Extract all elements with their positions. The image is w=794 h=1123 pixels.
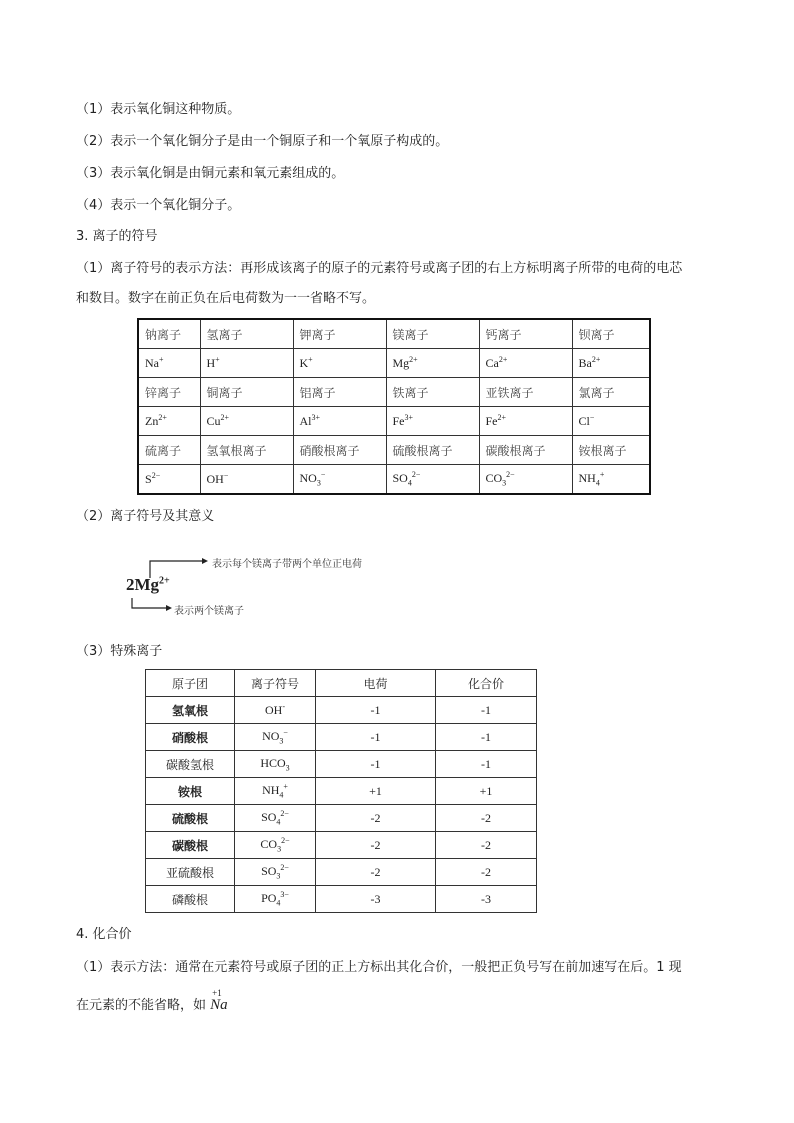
group-name-cell: 碳酸根 (146, 832, 235, 859)
ion-symbol-base: Na (145, 356, 159, 370)
ion-symbol-base: Fe (485, 414, 498, 428)
ion-symbol-cell (386, 349, 479, 378)
diagram-charge-note: 表示每个镁离子带两个单位正电荷 (212, 559, 362, 570)
group-valence-cell: -3 (436, 886, 537, 913)
section3-p3-heading: （3）特殊离子 (76, 644, 163, 659)
group-symbol-cell (235, 778, 316, 805)
ion-symbol-base: CO (485, 471, 503, 486)
ion-name-cell: 碳酸根离子 (479, 436, 572, 465)
meaning-line-4: （4）表示一个氧化铜分子。 (76, 198, 241, 213)
ion-name-row (138, 319, 650, 349)
ion-symbol-cell (386, 465, 479, 495)
group-valence-cell: -1 (436, 697, 537, 724)
ion-symbol-cell (572, 465, 650, 495)
ion-symbol-sup: 2+ (158, 413, 167, 422)
ion-name-cell: 钾离子 (293, 319, 386, 349)
ion-symbol-base: H (206, 356, 216, 370)
group-name-cell: 亚硫酸根 (146, 859, 235, 886)
ion-symbol-cell (479, 349, 572, 378)
ion-symbol-sup: + (159, 355, 164, 364)
group-symbol-cell (235, 886, 316, 913)
ion-symbol-cell (479, 465, 572, 495)
header-symbol: 离子符号 (235, 670, 316, 697)
group-name-cell: 碳酸氢根 (146, 751, 235, 778)
group-symbol-cell (235, 832, 316, 859)
header-group: 原子团 (146, 670, 235, 697)
ion-name-cell: 亚铁离子 (479, 378, 572, 407)
meaning-line-1: （1）表示氧化铜这种物质。 (76, 102, 241, 117)
ion-name-cell: 硫离子 (138, 436, 200, 465)
ion-name-cell: 铝离子 (293, 378, 386, 407)
group-symbol-sub: 4 (279, 790, 284, 800)
group-charge-cell: -3 (316, 886, 436, 913)
special-ion-row (146, 697, 537, 724)
special-ion-row (146, 751, 537, 778)
ion-symbol-cell (138, 349, 200, 378)
ion-name-cell: 镁离子 (386, 319, 479, 349)
group-symbol-base: OH (264, 703, 283, 717)
group-symbol-sup: − (283, 728, 288, 738)
ion-symbol-sup: 2− (411, 470, 421, 480)
diagram-formula: $2Mg^{2+}$ (126, 575, 170, 594)
group-symbol-cell (235, 805, 316, 832)
ion-symbol-sup: + (599, 470, 605, 480)
group-symbol-cell (235, 751, 316, 778)
ion-symbol-cell (293, 349, 386, 378)
ion-symbol-base: Mg (392, 356, 410, 370)
group-valence-cell: +1 (436, 778, 537, 805)
section3-p1-line2: 和数目。数字在前正负在后电荷数为一一省略不写。 (76, 291, 376, 306)
diagram-count-note: 表示两个镁离子 (174, 606, 244, 617)
ion-symbol-base: NH (578, 471, 596, 486)
ion-symbol-cell (200, 407, 293, 436)
ion-name-cell: 硫酸根离子 (386, 436, 479, 465)
ion-symbol-cell (138, 465, 200, 495)
special-ion-row (146, 778, 537, 805)
ion-symbol-base: Al (299, 414, 312, 428)
section4-p1-line1: （1）表示方法：通常在元素符号或原子团的正上方标出其化合价，一般把正负号写在前加速写在后。1 现 (76, 960, 682, 975)
ion-symbol-sup: 3+ (311, 413, 321, 422)
group-symbol-sup: 2− (280, 809, 289, 819)
special-ion-table (145, 669, 537, 913)
group-valence-cell: -1 (436, 751, 537, 778)
group-symbol-cell (235, 724, 316, 751)
group-symbol-sup: 2− (281, 836, 290, 846)
ion-name-cell: 钙离子 (479, 319, 572, 349)
ion-symbol-base: SO (392, 471, 408, 486)
valence-example-value: +1 (212, 988, 222, 998)
section4-p1-line2-prefix: 在元素的不能省略，如 (76, 998, 211, 1013)
ion-symbol-base: Ba (578, 356, 592, 370)
ion-symbol-sup: 2+ (220, 413, 230, 422)
group-symbol-sub: 3 (285, 763, 290, 773)
group-symbol-sup: - (282, 702, 285, 711)
ion-name-cell: 铁离子 (386, 378, 479, 407)
group-charge-cell: -1 (316, 751, 436, 778)
special-ion-row (146, 724, 537, 751)
group-symbol-cell (235, 859, 316, 886)
section3-heading: 3. 离子的符号 (76, 229, 158, 244)
ion-symbol-sup: 2− (151, 471, 161, 480)
ion-name-cell: 氢离子 (200, 319, 293, 349)
ion-symbol-row (138, 465, 650, 495)
ion-symbol-sup: 2+ (591, 355, 601, 364)
ion-symbol-cell (572, 349, 650, 378)
group-symbol-cell (235, 697, 316, 724)
ion-symbol-row (138, 349, 650, 378)
group-charge-cell: -2 (316, 832, 436, 859)
meaning-line-3: （3）表示氧化铜是由铜元素和氧元素组成的。 (76, 166, 345, 181)
ion-symbol-row (138, 407, 650, 436)
ion-symbol-cell (386, 407, 479, 436)
ion-symbol-base: Ca (485, 356, 499, 370)
group-valence-cell: -2 (436, 859, 537, 886)
special-ion-row (146, 886, 537, 913)
ion-symbol-sup: + (308, 355, 313, 364)
group-name-cell: 磷酸根 (146, 886, 235, 913)
ion-symbol-sub: 3 (502, 478, 507, 488)
header-charge: 电荷 (316, 670, 436, 697)
ion-symbol-base: K (299, 356, 309, 370)
group-symbol-sub: 4 (276, 898, 281, 908)
ion-symbol-sup: 2+ (498, 355, 508, 364)
ion-symbol-sup: − (589, 413, 595, 422)
group-symbol-sup: 2− (280, 863, 289, 873)
group-symbol-sub: 3 (277, 844, 282, 854)
ion-symbol-sup: 2+ (409, 355, 418, 364)
special-ion-row (146, 832, 537, 859)
ion-symbol-base: NO (299, 471, 317, 486)
ion-symbol-cell (138, 407, 200, 436)
ion-symbol-base: OH (206, 472, 224, 486)
group-valence-cell: -2 (436, 832, 537, 859)
ion-symbol-sup: 2− (506, 470, 515, 480)
ion-symbol-sub: 4 (407, 478, 412, 488)
ion-symbol-sup: − (320, 470, 326, 480)
header-valence: 化合价 (436, 670, 537, 697)
group-name-cell: 氢氧根 (146, 697, 235, 724)
group-name-cell: 硫酸根 (146, 805, 235, 832)
ion-name-cell: 钡离子 (572, 319, 650, 349)
group-symbol-sub: 4 (276, 817, 281, 827)
group-symbol-sup: 3− (280, 890, 289, 900)
group-name-cell: 硝酸根 (146, 724, 235, 751)
ion-symbol-cell (479, 407, 572, 436)
ion-name-cell: 铜离子 (200, 378, 293, 407)
ion-name-row (138, 436, 650, 465)
ion-symbol-sup: + (215, 355, 220, 364)
special-ion-row (146, 805, 537, 832)
ion-symbol-sub: 4 (595, 478, 600, 488)
ion-symbol-sub: 3 (316, 478, 321, 488)
ion-symbol-base: S (145, 472, 152, 486)
group-charge-cell: -1 (316, 697, 436, 724)
ion-symbol-sup: 2+ (497, 413, 507, 422)
ion-name-cell: 锌离子 (138, 378, 200, 407)
group-symbol-base: SO (261, 810, 277, 825)
ion-meaning-diagram (122, 548, 422, 618)
section4-p1-line2 (76, 988, 228, 1015)
ion-symbol-cell (572, 407, 650, 436)
group-name-cell: 铵根 (146, 778, 235, 805)
ion-symbol-base: Cl (578, 414, 590, 428)
ion-symbol-sup: − (223, 471, 229, 480)
ion-name-cell: 氯离子 (572, 378, 650, 407)
ion-name-cell: 氢氧根离子 (200, 436, 293, 465)
group-symbol-base: NO (262, 729, 280, 744)
ion-symbol-cell (200, 349, 293, 378)
ion-symbol-base: Cu (206, 414, 221, 428)
group-symbol-base: PO (261, 891, 277, 906)
section3-p1-line1: （1）离子符号的表示方法：再形成该离子的原子的元素符号或离子团的右上方标明离子所带的电荷的电芯 (76, 261, 683, 276)
ion-name-cell: 铵根离子 (572, 436, 650, 465)
group-charge-cell: +1 (316, 778, 436, 805)
valence-example (210, 988, 228, 1014)
ion-symbol-cell (200, 465, 293, 495)
group-valence-cell: -1 (436, 724, 537, 751)
ion-symbol-cell (293, 465, 386, 495)
ion-name-row (138, 378, 650, 407)
group-symbol-base: NH (262, 783, 280, 798)
group-symbol-sup: + (283, 782, 288, 792)
group-charge-cell: -2 (316, 805, 436, 832)
ion-symbol-base: Fe (392, 414, 405, 428)
section3-p2-heading: （2）离子符号及其意义 (76, 509, 215, 524)
ion-symbol-sup: 3+ (404, 413, 414, 422)
ion-name-cell: 硝酸根离子 (293, 436, 386, 465)
special-ion-row (146, 859, 537, 886)
group-symbol-base: HCO (260, 755, 286, 770)
ion-symbol-table (137, 318, 651, 495)
group-symbol-sub: 3 (276, 871, 281, 881)
group-valence-cell: -2 (436, 805, 537, 832)
group-charge-cell: -2 (316, 859, 436, 886)
valence-example-symbol: Na (210, 997, 228, 1013)
ion-symbol-cell (293, 407, 386, 436)
group-symbol-base: CO (260, 837, 278, 852)
ion-name-cell: 钠离子 (138, 319, 200, 349)
section4-heading: 4. 化合价 (76, 927, 132, 942)
ion-symbol-base: Zn (145, 414, 159, 428)
group-charge-cell: -1 (316, 724, 436, 751)
group-symbol-base: SO (261, 864, 277, 879)
group-symbol-sub: 3 (279, 736, 284, 746)
meaning-line-2: （2）表示一个氧化铜分子是由一个铜原子和一个氧原子构成的。 (76, 134, 449, 149)
